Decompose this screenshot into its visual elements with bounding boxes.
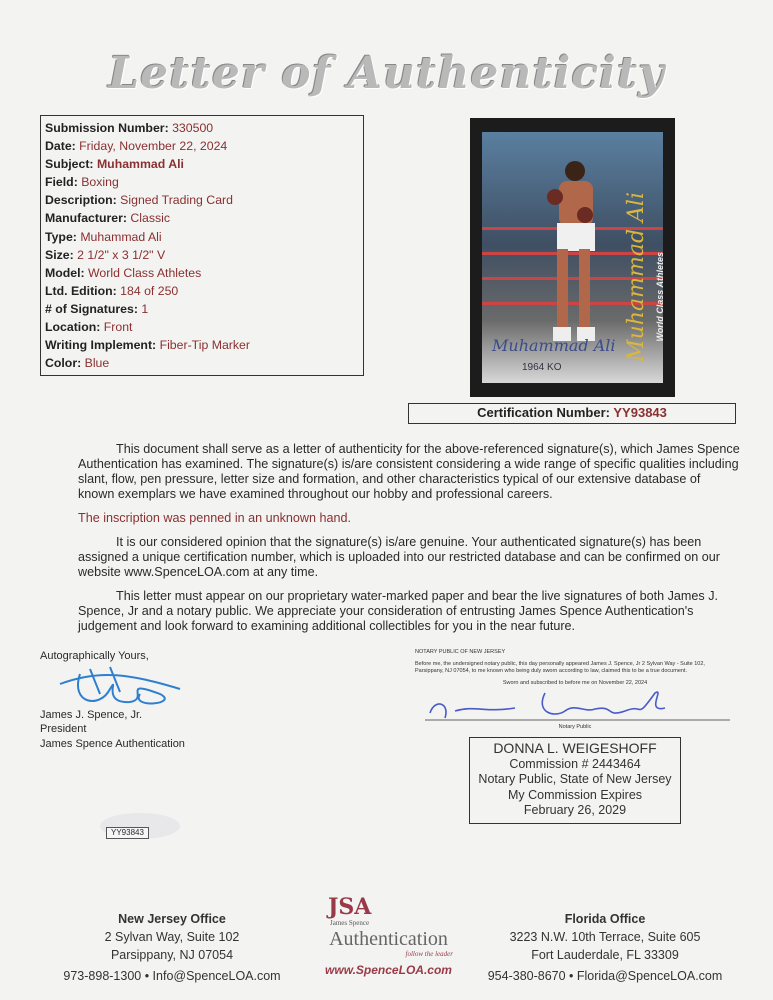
info-label: Ltd. Edition: [45, 283, 117, 298]
info-row [45, 282, 359, 300]
info-label: Manufacturer: [45, 211, 127, 226]
info-value: 1 [141, 301, 149, 316]
fl-title: Florida Office [564, 912, 646, 926]
signature-section [40, 649, 740, 839]
card-player-name: Muhammad Ali [624, 192, 649, 362]
stamp-expires-date: February 26, 2029 [523, 803, 627, 817]
nj-office [52, 910, 292, 985]
info-row [45, 155, 359, 173]
nj-contact: 973-898-1300 • Info@SpenceLOA.com [63, 969, 281, 983]
notary-heading: NOTARY PUBLIC OF NEW JERSEY [415, 649, 506, 655]
info-value: Boxing [81, 175, 119, 190]
nj-title: New Jersey Office [118, 912, 226, 926]
signer-name: James J. Spence, Jr. [40, 708, 143, 721]
logo-tagline: follow the leader [405, 950, 453, 958]
info-row [45, 264, 359, 282]
certification-number [408, 403, 736, 424]
info-label: Subject: [45, 157, 94, 172]
info-value: World Class Athletes [88, 265, 202, 280]
info-label: # of Signatures: [45, 301, 138, 316]
info-value: Muhammad Ali [96, 157, 184, 172]
fl-line1: 3223 N.W. 10th Terrace, Suite 605 [509, 930, 701, 944]
logo-auth: Authentication [329, 928, 448, 950]
info-label: Writing Implement: [45, 338, 157, 353]
notary-text: Before me, the undersigned notary public, this day personally appeared James J. Spence, Jr 2 Sylvan Way - Suite 102, Parsippany, NJ 07054, to me known who being duly sworn according to law, claimed this to be a true document. [415, 661, 705, 674]
info-row [45, 246, 359, 264]
card-series: World Class Athletes [655, 252, 665, 342]
info-label: Model: [45, 265, 85, 280]
info-label: Field: [45, 175, 78, 190]
paragraph-authenticity: This document shall serve as a letter of authenticity for the above-referenced signature(s), which James Spence Authentication has examined. The signature(s) is/are consistent considering a wide range of specific qualities including slant, flow, pen pressure, letter size and formation, and other characteristics typical of our extensive database of known exemplars we have examined throughout our hobby and professional careers. [78, 442, 740, 501]
info-value: Blue [84, 356, 110, 371]
info-label: Size: [45, 247, 74, 262]
info-value: Muhammad Ali [80, 229, 162, 244]
notary-label: Notary Public [558, 724, 592, 730]
info-value: Front [103, 320, 133, 335]
paragraph-inscription: The inscription was penned in an unknown hand. [78, 511, 352, 525]
logo-jsa: JSA [328, 894, 372, 920]
cert-label: Certification Number: [477, 405, 610, 420]
info-row [45, 173, 359, 191]
letter-body [78, 442, 740, 643]
fl-contact: 954-380-8670 • Florida@SpenceLOA.com [487, 969, 723, 983]
info-label: Date: [45, 139, 76, 154]
website-link[interactable]: www.SpenceLOA.com [325, 963, 452, 977]
notary-section [415, 649, 735, 731]
info-label: Type: [45, 229, 77, 244]
stamp-commission: Commission # 2443464 [509, 756, 641, 771]
notary-stamp [469, 737, 681, 824]
jsa-logo [316, 895, 461, 977]
info-row [45, 209, 359, 227]
closing: Autographically Yours, [40, 650, 149, 662]
stamp-state: Notary Public, State of New Jersey [478, 772, 672, 786]
fl-office [485, 910, 725, 985]
info-value: 184 of 250 [120, 283, 179, 298]
info-row [45, 354, 359, 372]
submission-details [40, 115, 364, 376]
info-value: Classic [130, 211, 171, 226]
paragraph-opinion: It is our considered opinion that the signature(s) is/are genuine. Your authenticated signature(s) has been assigned a unique certification number, which is uploaded into our restricted database and can be confirmed on our website www.SpenceLOA.com at any time. [78, 535, 720, 579]
info-row [45, 119, 359, 137]
info-value: 330500 [172, 121, 214, 135]
info-label: Description: [45, 193, 117, 208]
info-row [45, 336, 359, 354]
hologram-number: YY93843 [106, 827, 149, 839]
info-row [45, 318, 359, 336]
page-title: Letter of Authenticity [108, 48, 665, 99]
info-value: Friday, November 22, 2024 [79, 139, 228, 154]
info-row [45, 228, 359, 246]
signer-company: James Spence Authentication [40, 737, 185, 750]
card-autograph: Muhammad Ali [492, 336, 616, 355]
signer-role: President [40, 723, 87, 735]
hologram-sticker [100, 813, 180, 839]
card-inscription: 1964 KO [522, 362, 562, 373]
notary-signature [415, 687, 735, 723]
trading-card-image [470, 118, 675, 397]
info-row [45, 137, 359, 155]
boxer-figure [537, 157, 607, 347]
spence-signature [40, 664, 190, 708]
info-row [45, 191, 359, 209]
nj-line2: Parsippany, NJ 07054 [110, 948, 234, 962]
info-label: Location: [45, 320, 101, 335]
signoff [40, 649, 270, 839]
logo-sub: James Spence [330, 919, 370, 927]
info-value: Signed Trading Card [120, 193, 233, 208]
info-label: Submission Number: [45, 121, 169, 135]
paragraph-watermark: This letter must appear on our proprietary water-marked paper and bear the live signatures of both James J. Spence, Jr and a notary public. We appreciate your consideration of entrusting James Spence Authentication's judgement and look forward to examining additional collectibles for you in the near future. [78, 589, 719, 633]
notary-sworn: Sworn and subscribed to before me on November 22, 2024 [502, 680, 648, 686]
info-value: 2 1/2" x 3 1/2" V [77, 247, 166, 262]
info-row [45, 300, 359, 318]
stamp-name: DONNA L. WEIGESHOFF [493, 740, 657, 756]
stamp-expires-label: My Commission Expires [507, 787, 643, 802]
cert-value: YY93843 [613, 405, 667, 420]
info-label: Color: [45, 356, 82, 371]
nj-line1: 2 Sylvan Way, Suite 102 [104, 930, 240, 944]
fl-line2: Fort Lauderdale, FL 33309 [531, 948, 679, 962]
info-value: Fiber-Tip Marker [159, 338, 250, 353]
